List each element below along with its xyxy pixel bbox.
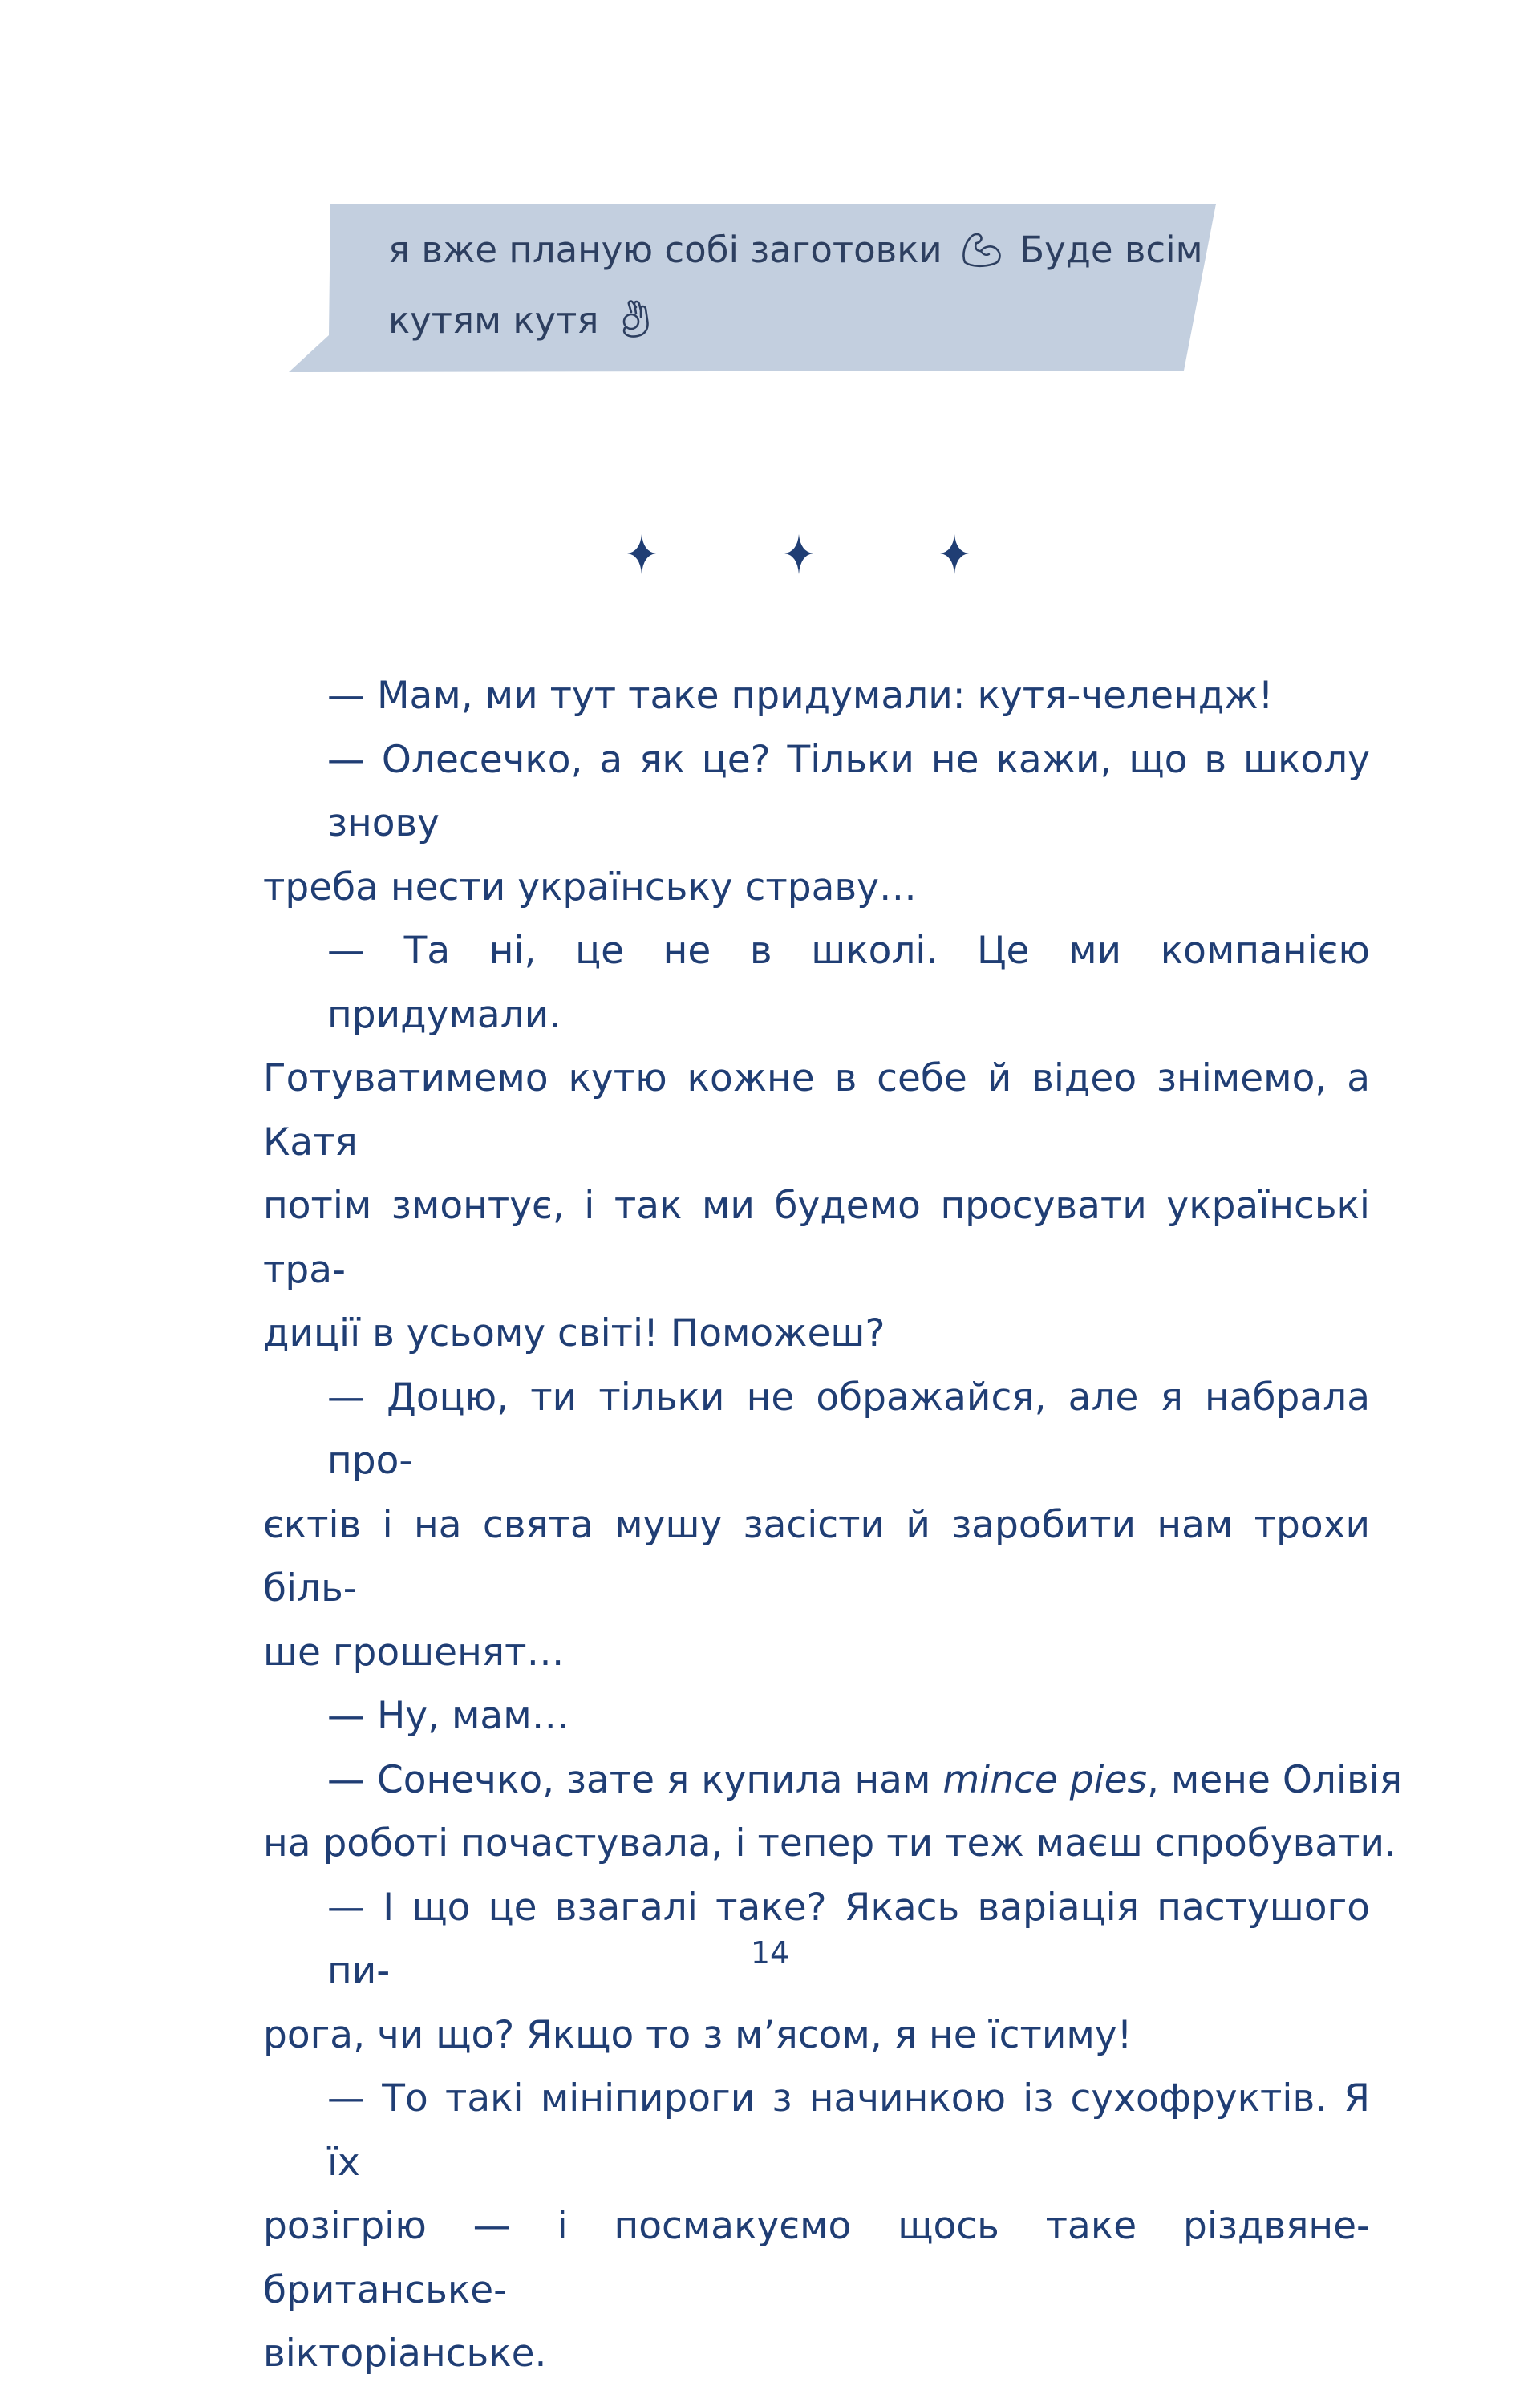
paragraph-line: на роботі почастувала, і тепер ти теж маєш спробувати. (263, 1821, 1396, 1865)
paragraph-line: єктів і на свята мушу засісти й заробити нам трохи біль- (263, 1502, 1370, 1610)
paragraph-line: вікторіанське. (263, 2331, 547, 2376)
paragraph-line: — Мам, ми тут таке придумали: кутя-челендж! (327, 674, 1274, 718)
paragraph-line: ше грошенят… (263, 1630, 565, 1675)
paragraph-line-part: — Сонечко, зате я купила нам (327, 1757, 943, 1802)
four-point-star-icon (940, 534, 969, 574)
italic-phrase: mince pies (942, 1757, 1148, 1802)
paragraph-line: — Та ні, це не в школі. Це ми компанією придумали. (327, 929, 1370, 1037)
page-number: 14 (750, 1935, 790, 1971)
paragraph-line: — Ну, мам… (327, 1694, 569, 1738)
paragraph-line: потім змонтує, і так ми будемо просувати українські тра- (263, 1184, 1370, 1292)
message-text-part: Буде всім (1019, 229, 1203, 271)
message-text-part: я вже планую собі заготовки (388, 229, 942, 271)
paragraph-line: розігрію — і посмакуємо щось таке різдвяне-британське- (263, 2204, 1370, 2312)
paragraph-line: диції в усьому світі! Поможеш? (263, 1311, 886, 1355)
message-text-part: кутям кутя (388, 299, 599, 342)
paragraph-line: Готуватимемо кутю кожне в себе й відео знімемо, а Катя (263, 1056, 1370, 1165)
paragraph-line: рога, чи що? Якщо то з м’ясом, я не їстиму! (263, 2012, 1133, 2057)
paragraph-line: — І що це взагалі таке? Якась варіація пастушого пи- (327, 1885, 1370, 1993)
paragraph-line (263, 1748, 1402, 1813)
paragraph-line-part: , мене Олівія (1147, 1757, 1402, 1802)
dialogue-body (263, 664, 1402, 2386)
four-point-star-icon (627, 534, 656, 574)
paragraph-line: треба нести українську страву… (263, 865, 917, 909)
paragraph-line: — То такі мініпироги з начинкою із сухофруктів. Я їх (327, 2076, 1370, 2185)
four-point-star-icon (784, 534, 813, 574)
section-divider (0, 0, 1540, 610)
paragraph-line: — Олесечко, а як це? Тільки не кажи, що в школу знову (327, 737, 1370, 845)
paragraph-line: — Доцю, ти тільки не ображайся, але я набрала про- (327, 1375, 1370, 1483)
